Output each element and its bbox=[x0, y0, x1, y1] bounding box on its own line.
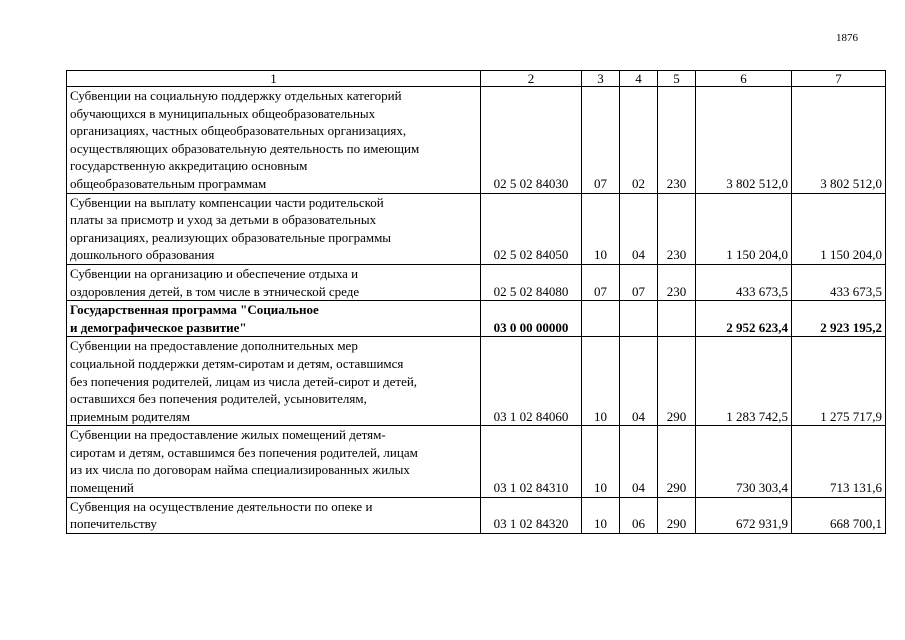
item-name-line: дошкольного образования bbox=[70, 247, 215, 263]
budget-code-cell: 03 0 00 00000 bbox=[481, 301, 582, 337]
amount-col6-cell: 3 802 512,0 bbox=[696, 87, 792, 194]
header-cell-3: 3 bbox=[582, 71, 620, 87]
item-name-line: Субвенции на социальную поддержку отдельных категорий bbox=[70, 88, 402, 103]
section-cell: 10 bbox=[582, 497, 620, 533]
subsection-cell: 06 bbox=[620, 497, 658, 533]
item-name-line: и демографическое развитие" bbox=[70, 319, 247, 335]
item-name-line: Субвенции на организацию и обеспечение отдыха и bbox=[70, 265, 359, 281]
header-cell-5: 5 bbox=[658, 71, 696, 87]
table-row bbox=[67, 301, 886, 337]
item-name-line: социальной поддержки детям-сиротам и детям, оставшимся bbox=[70, 355, 404, 371]
item-name-line: платы за присмотр и уход за детьми в образовательных bbox=[70, 212, 377, 228]
budget-code-cell: 03 1 02 84320 bbox=[481, 497, 582, 533]
item-name-cell bbox=[67, 301, 481, 337]
item-name-line: общеобразовательным программам bbox=[70, 175, 267, 191]
budget-code-cell: 03 1 02 84310 bbox=[481, 426, 582, 497]
amount-col7-cell: 2 923 195,2 bbox=[792, 301, 886, 337]
item-name-line: помещений bbox=[70, 480, 134, 496]
item-name-cell bbox=[67, 264, 481, 300]
header-cell-4: 4 bbox=[620, 71, 658, 87]
item-name-line: обучающихся в муниципальных общеобразовательных bbox=[70, 105, 376, 121]
budget-code-cell: 02 5 02 84080 bbox=[481, 264, 582, 300]
table-row bbox=[67, 87, 886, 194]
header-cell-1: 1 bbox=[67, 71, 481, 87]
item-name-cell bbox=[67, 337, 481, 426]
header-cell-6: 6 bbox=[696, 71, 792, 87]
item-name-line: организациях, реализующих образовательные программы bbox=[70, 229, 392, 245]
section-cell: 07 bbox=[582, 87, 620, 194]
table-row bbox=[67, 426, 886, 497]
expense-type-cell: 230 bbox=[658, 87, 696, 194]
item-name-line: Субвенции на выплату компенсации части родительской bbox=[70, 194, 384, 210]
item-name-line: Субвенции на предоставление жилых помещений детям- bbox=[70, 427, 386, 443]
item-name-line: государственную аккредитацию основным bbox=[70, 158, 308, 174]
budget-code-cell: 02 5 02 84050 bbox=[481, 193, 582, 264]
item-name-line: оставшихся без попечения родителей, усыновителям, bbox=[70, 391, 367, 407]
header-cell-2: 2 bbox=[481, 71, 582, 87]
table-row bbox=[67, 264, 886, 300]
item-name-line: сиротам и детям, оставшимся без попечения родителей, лицам bbox=[70, 444, 418, 460]
budget-code-cell: 03 1 02 84060 bbox=[481, 337, 582, 426]
amount-col6-cell: 2 952 623,4 bbox=[696, 301, 792, 337]
section-cell bbox=[582, 301, 620, 337]
item-name-line: организациях, частных общеобразовательных организациях, bbox=[70, 123, 407, 139]
amount-col7-cell: 1 275 717,9 bbox=[792, 337, 886, 426]
header-row bbox=[67, 71, 886, 87]
subsection-cell: 02 bbox=[620, 87, 658, 194]
expense-type-cell: 230 bbox=[658, 264, 696, 300]
item-name-line: Субвенции на предоставление дополнительных мер bbox=[70, 338, 358, 354]
table-body bbox=[67, 71, 886, 534]
table-row bbox=[67, 337, 886, 426]
item-name-line: попечительству bbox=[70, 516, 157, 532]
amount-col6-cell: 1 283 742,5 bbox=[696, 337, 792, 426]
table-row bbox=[67, 193, 886, 264]
subsection-cell: 07 bbox=[620, 264, 658, 300]
item-name-line: оздоровления детей, в том числе в этнической среде bbox=[70, 283, 360, 299]
amount-col7-cell: 1 150 204,0 bbox=[792, 193, 886, 264]
section-cell: 10 bbox=[582, 337, 620, 426]
header-cell-7: 7 bbox=[792, 71, 886, 87]
section-cell: 10 bbox=[582, 193, 620, 264]
item-name-line: Субвенция на осуществление деятельности по опеке и bbox=[70, 498, 373, 514]
item-name-line: приемным родителям bbox=[70, 408, 190, 424]
amount-col7-cell: 433 673,5 bbox=[792, 264, 886, 300]
table-row bbox=[67, 497, 886, 533]
subsection-cell: 04 bbox=[620, 337, 658, 426]
item-name-cell bbox=[67, 87, 481, 194]
section-cell: 07 bbox=[582, 264, 620, 300]
page-number: 1876 bbox=[836, 32, 858, 44]
budget-code-cell: 02 5 02 84030 bbox=[481, 87, 582, 194]
item-name-line: из их числа по договорам найма специализированных жилых bbox=[70, 462, 410, 478]
amount-col6-cell: 672 931,9 bbox=[696, 497, 792, 533]
item-name-line: Государственная программа "Социальное bbox=[70, 302, 319, 318]
amount-col6-cell: 433 673,5 bbox=[696, 264, 792, 300]
item-name-cell bbox=[67, 426, 481, 497]
item-name-cell bbox=[67, 193, 481, 264]
item-name-line: без попечения родителей, лицам из числа детей-сирот и детей, bbox=[70, 373, 418, 389]
expense-type-cell bbox=[658, 301, 696, 337]
item-name-line: осуществляющих образовательную деятельность по имеющим bbox=[70, 140, 420, 156]
subsection-cell bbox=[620, 301, 658, 337]
subsection-cell: 04 bbox=[620, 426, 658, 497]
amount-col7-cell: 3 802 512,0 bbox=[792, 87, 886, 194]
budget-table bbox=[66, 70, 886, 534]
amount-col6-cell: 1 150 204,0 bbox=[696, 193, 792, 264]
expense-type-cell: 290 bbox=[658, 337, 696, 426]
expense-type-cell: 290 bbox=[658, 497, 696, 533]
expense-type-cell: 290 bbox=[658, 426, 696, 497]
item-name-cell bbox=[67, 497, 481, 533]
amount-col7-cell: 668 700,1 bbox=[792, 497, 886, 533]
subsection-cell: 04 bbox=[620, 193, 658, 264]
expense-type-cell: 230 bbox=[658, 193, 696, 264]
amount-col6-cell: 730 303,4 bbox=[696, 426, 792, 497]
amount-col7-cell: 713 131,6 bbox=[792, 426, 886, 497]
section-cell: 10 bbox=[582, 426, 620, 497]
